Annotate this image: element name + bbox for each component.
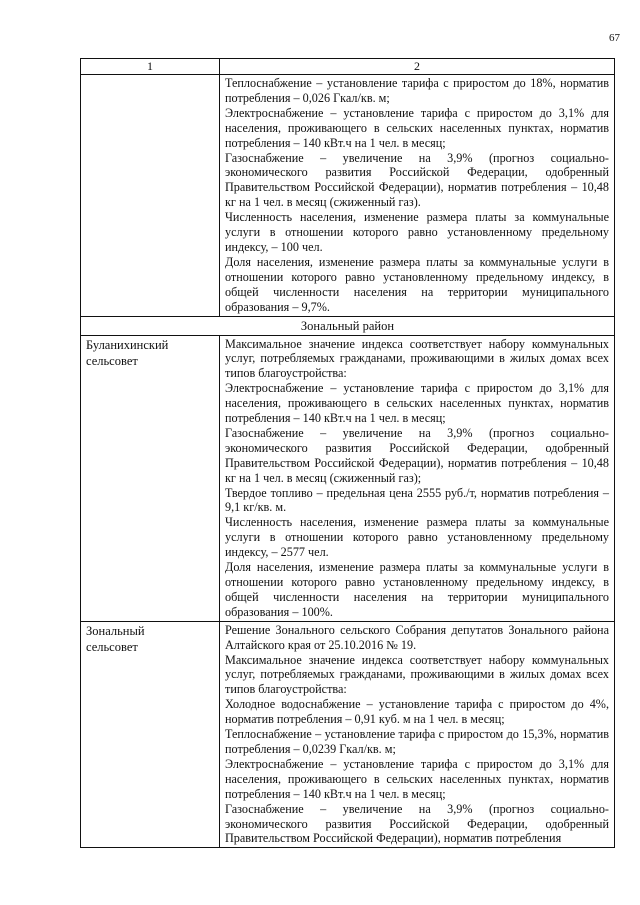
paragraph: Численность населения, изменение размера платы за коммунальные услуги в отношении которого равно установленному предельному индексу, – 2577 чел. — [225, 515, 609, 560]
paragraph: Теплоснабжение – установление тарифа с приростом до 15,3%, норматив потребления – 0,0239 Гкал/кв. м; — [225, 727, 609, 756]
municipality-type: сельсовет — [86, 639, 138, 654]
tariff-table — [80, 58, 615, 848]
section-row — [81, 316, 615, 335]
paragraph: Численность населения, изменение размера платы за коммунальные услуги в отношении которого равно установленному предельному индексу, – 100 чел. — [225, 210, 609, 254]
table-row — [81, 621, 615, 848]
text-cell-continued — [220, 75, 615, 317]
text-cell — [220, 335, 615, 621]
paragraph: Газоснабжение – увеличение на 3,9% (прогноз социально-экономического развития Российской Федерации, одобренный Правительством Российской Федерации), норматив потребления – 10,48 кг на 1 чел. в месяц (сжиженный газ). — [225, 150, 609, 210]
paragraph: Доля населения, изменение размера платы за коммунальные услуги в отношении которого равно установленному предельному индексу, в общей численности населения на территории муниципального образования – 100%. — [225, 560, 609, 619]
municipality-name: Зональный — [86, 623, 145, 638]
paragraph: Газоснабжение – увеличение на 3,9% (прогноз социально-экономического развития Российской Федерации, одобренный Правительством Российской Федерации), норматив потребления — [225, 801, 609, 846]
paragraph: Решение Зонального сельского Собрания депутатов Зонального района Алтайского края от 25.10.2016 № 19. — [225, 622, 609, 652]
paragraph: Электроснабжение – установление тарифа с приростом до 3,1% для населения, проживающего в сельских населенных пунктах, норматив потребления – 140 кВт.ч на 1 чел. в месяц; — [225, 105, 609, 150]
municipality-type: сельсовет — [86, 353, 138, 368]
table-row — [81, 75, 615, 317]
paragraph: Электроснабжение – установление тарифа с приростом до 3,1% для населения, проживающего в сельских населенных пунктах, норматив потребления – 140 кВт.ч на 1 чел. в месяц; — [225, 381, 609, 426]
municipality-name: Буланихинский — [86, 337, 169, 352]
paragraph: Доля населения, изменение размера платы за коммунальные услуги в отношении которого равно установленному предельному индексу, в общей численности населения на территории муниципального образования – 9,7%. — [225, 254, 609, 314]
label-cell — [81, 335, 220, 621]
label-cell-empty — [81, 75, 220, 317]
paragraph: Теплоснабжение – установление тарифа с приростом до 18%, норматив потребления – 0,026 Гкал/кв. м; — [225, 76, 609, 105]
header-col-1: 1 — [81, 59, 220, 75]
paragraph: Электроснабжение – установление тарифа с приростом до 3,1% для населения, проживающего в сельских населенных пунктах, норматив потребления – 140 кВт.ч на 1 чел. в месяц; — [225, 756, 609, 801]
paragraph: Максимальное значение индекса соответствует набору коммунальных услуг, потребляемых гражданами, проживающими в жилых домах всех типов благоустройства: — [225, 652, 609, 697]
label-cell — [81, 621, 220, 848]
header-row — [81, 59, 615, 75]
paragraph: Газоснабжение – увеличение на 3,9% (прогноз социально-экономического развития Российской Федерации, одобренный Правительством Российской Федерации), норматив потребления – 10,48 кг на 1 чел. в месяц (сжиженный газ); — [225, 425, 609, 485]
paragraph: Холодное водоснабжение – установление тарифа с приростом до 4%, норматив потребления – 0,91 куб. м на 1 чел. в месяц; — [225, 697, 609, 727]
text-cell — [220, 621, 615, 848]
header-col-2: 2 — [220, 59, 615, 75]
paragraph: Максимальное значение индекса соответствует набору коммунальных услуг, потребляемых гражданами, проживающими в жилых домах всех типов благоустройства: — [225, 336, 609, 381]
table-row — [81, 335, 615, 621]
paragraph: Твердое топливо – предельная цена 2555 руб./т, норматив потребления – 9,1 кг/кв. м. — [225, 485, 609, 515]
page-number: 67 — [609, 32, 620, 44]
section-title: Зональный район — [81, 316, 615, 335]
